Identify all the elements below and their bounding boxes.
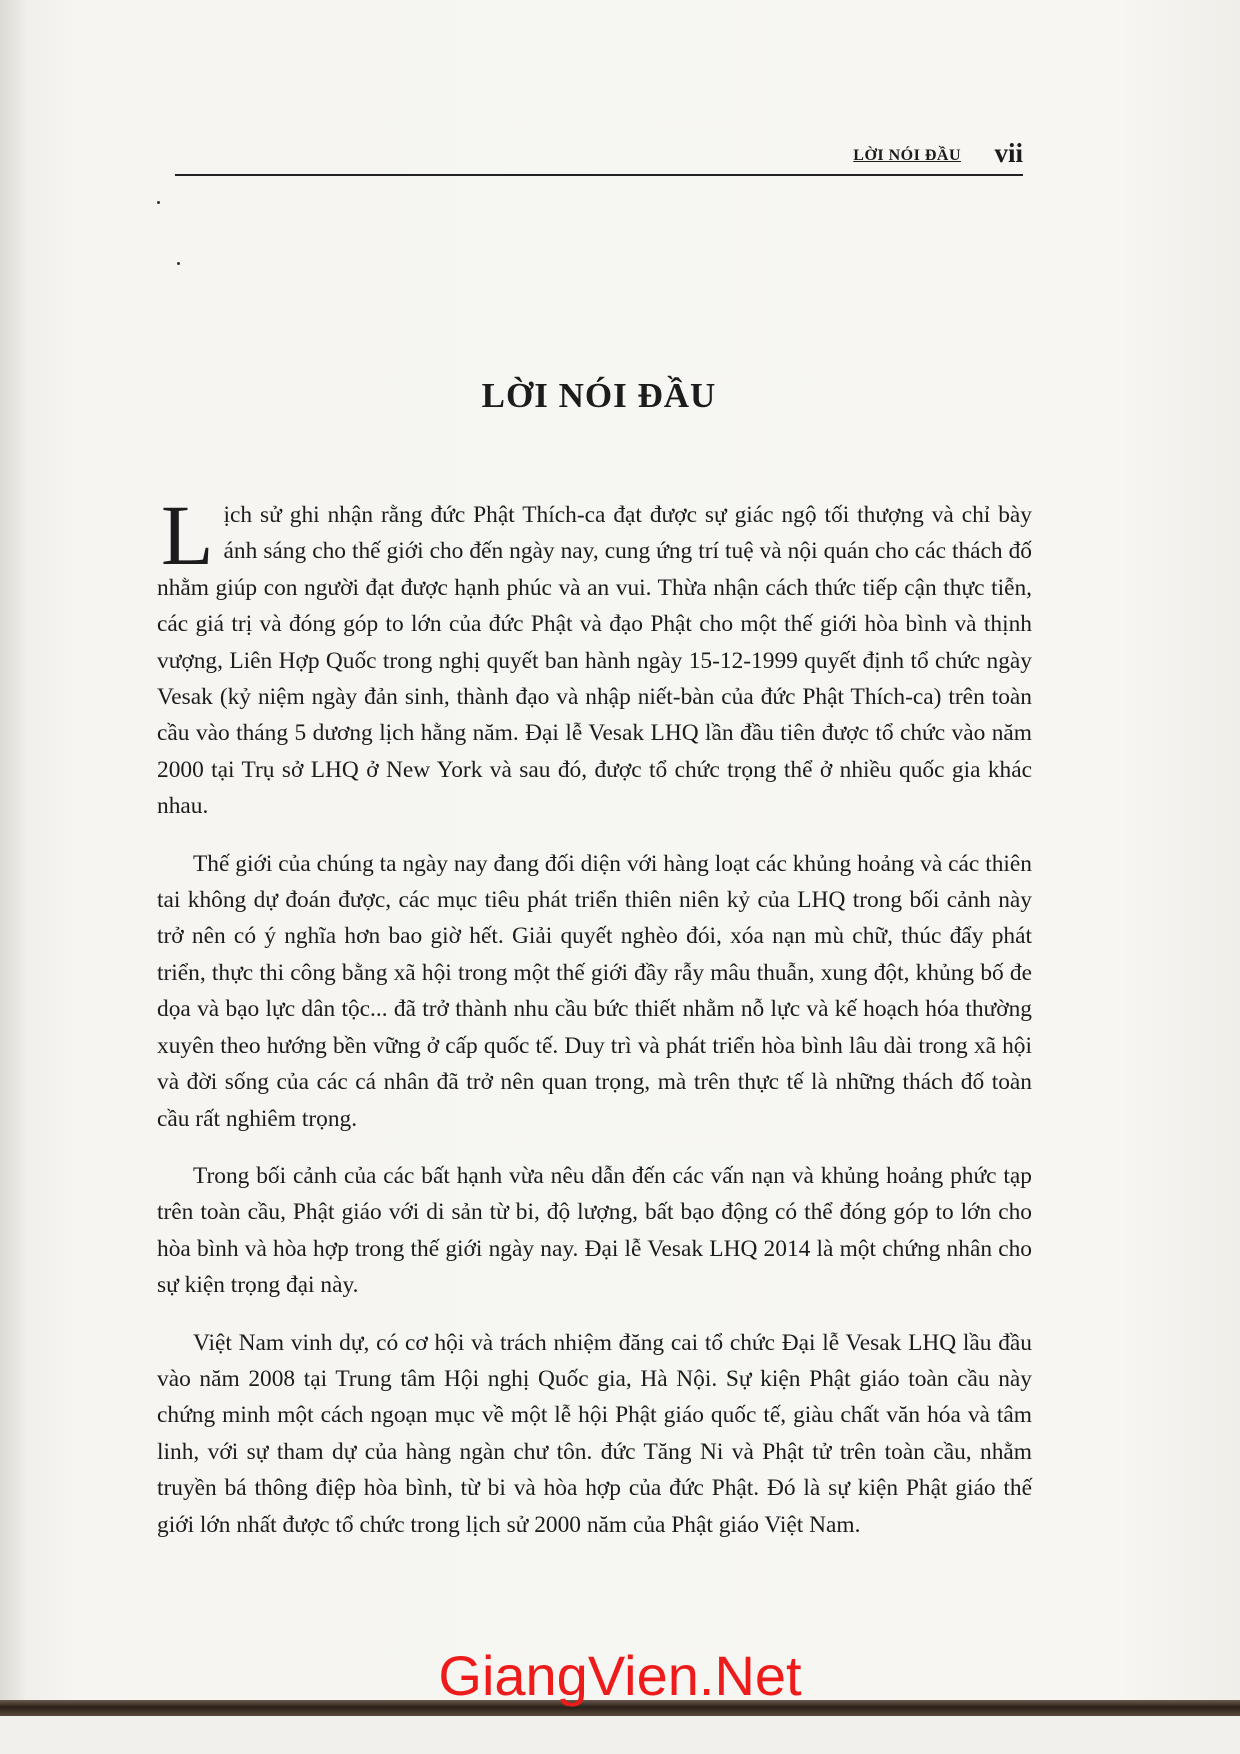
running-title: LỜI NÓI ĐẦU <box>853 147 961 164</box>
running-header <box>175 140 1023 176</box>
paragraph-1 <box>157 487 1032 825</box>
speck-mark <box>177 262 180 265</box>
paragraph-3: Trong bối cảnh của các bất hạnh vừa nêu dẫn đến các vấn nạn và khủng hoảng phức tạp trên toàn cầu, Phật giáo với di sản từ bi, độ lượng, bất bạo động có thể đóng góp to lớn cho hòa bình và hòa hợp trong thế giới ngày nay. Đại lễ Vesak LHQ 2014 là một chứng nhân cho sự kiện trọng đại này. <box>157 1162 1032 1299</box>
drop-cap: L <box>161 487 214 583</box>
watermark-text[interactable]: GiangVien.Net <box>438 1644 802 1707</box>
page-binding-shadow <box>0 0 26 1754</box>
bottom-margin <box>0 1716 1240 1754</box>
chapter-title: LỜI NÓI ĐẦU <box>481 376 717 415</box>
paragraph-2: Thế giới của chúng ta ngày nay đang đối diện với hàng loạt các khủng hoảng và các thiên tai không dự đoán được, các mục tiêu phát triển thiên niên kỷ của LHQ trong bối cảnh này trở nên có ý nghĩa hơn bao giờ hết. Giải quyết nghèo đói, xóa nạn mù chữ, thúc đẩy phát triển, thực thi công bằng xã hội trong một thế giới đầy rẫy mâu thuẫn, xung đột, khủng bố đe dọa và bạo lực dân tộc... đã trở thành nhu cầu bức thiết nhằm nỗ lực và kế hoạch hóa thường xuyên theo hướng bền vững ở cấp quốc tế. Duy trì và phát triển hòa bình lâu dài trong xã hội và đời sống của các cá nhân đã trở nên quan trọng, mà trên thực tế là những thách đố toàn cầu rất nghiêm trọng. <box>157 850 1032 1132</box>
paragraph-1-text: ịch sử ghi nhận rằng đức Phật Thích-ca đạt được sự giác ngộ tối thượng và chỉ bày ánh sáng cho thế giới cho đến ngày nay, cung ứng trí tuệ và nội quán cho các thách đố nhằm giúp con người đạt được hạnh phúc và an vui. Thừa nhận cách thức tiếp cận thực tiễn, các giá trị và đóng góp to lớn của đức Phật và đạo Phật cho một thế giới hòa bình và thịnh vượng, Liên Hợp Quốc trong nghị quyết ban hành ngày 15-12-1999 quyết định tổ chức ngày Vesak (kỷ niệm ngày đản sinh, thành đạo và nhập niết-bàn của đức Phật Thích-ca) trên toàn cầu vào tháng 5 dương lịch hằng năm. Đại lễ Vesak LHQ lần đầu tiên được tổ chức vào năm 2000 tại Trụ sở LHQ ở New York và sau đó, được tổ chức trọng thể ở nhiều quốc gia khác nhau. <box>157 502 1032 820</box>
speck-mark <box>157 201 160 204</box>
paragraph-4: Việt Nam vinh dự, có cơ hội và trách nhiệm đăng cai tổ chức Đại lễ Vesak LHQ lầu đầu vào năm 2008 tại Trung tâm Hội nghị Quốc gia, Hà Nội. Sự kiện Phật giáo toàn cầu này chứng minh một cách ngoạn mục về một lễ hội Phật giáo quốc tế, giàu chất văn hóa và tâm linh, với sự tham dự của hàng ngàn chư tôn. đức Tăng Ni và Phật tử trên toàn cầu, nhằm truyền bá thông điệp hòa bình, từ bi và hòa hợp của đức Phật. Đó là sự kiện Phật giáo thế giới lớn nhất được tổ chức trong lịch sử 2000 năm của Phật giáo Việt Nam. <box>157 1329 1032 1538</box>
page-number: vii <box>994 138 1023 168</box>
body-text <box>157 487 1032 1564</box>
